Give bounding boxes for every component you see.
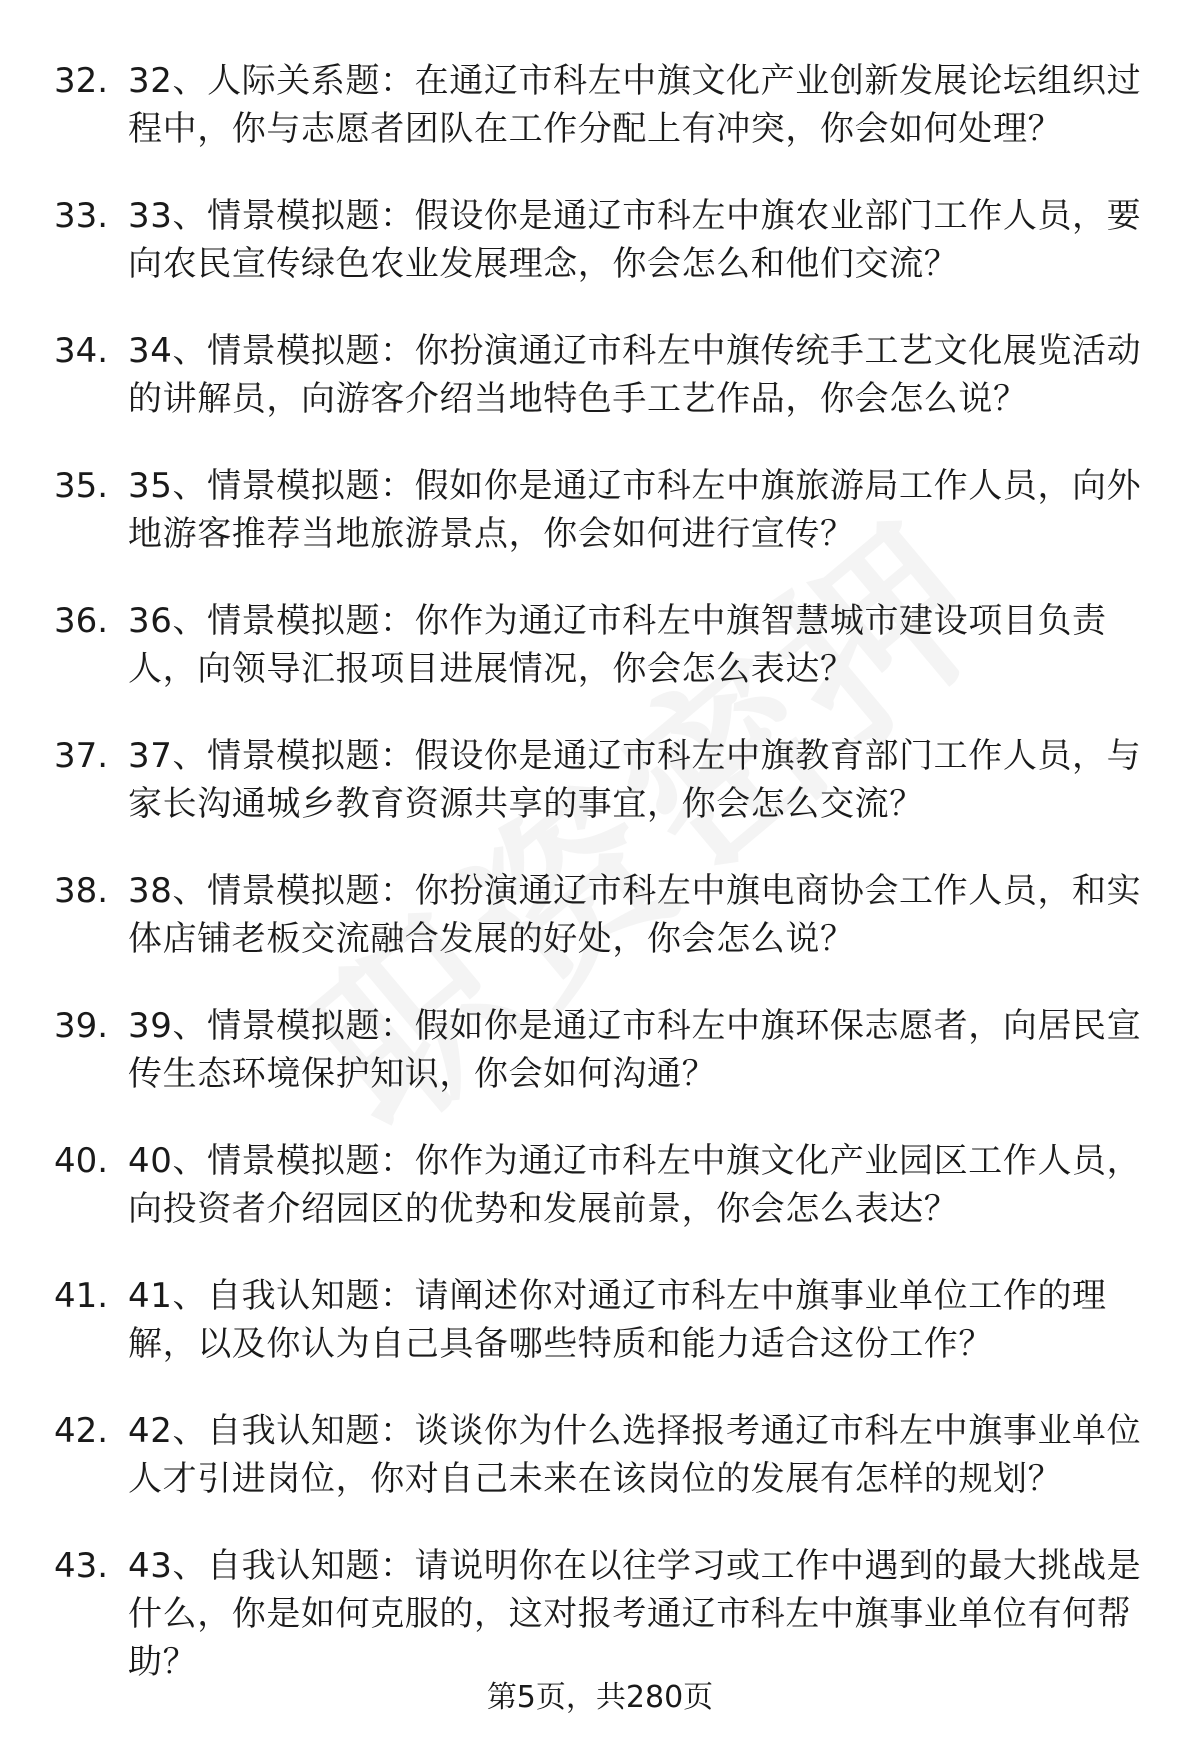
question-number: 35.: [54, 466, 109, 506]
question-number: 34.: [54, 331, 109, 371]
question-text: 36、情景模拟题：你作为通辽市科左中旗智慧城市建设项目负责人，向领导汇报项目进展情况，你会怎么表达？: [128, 601, 1107, 689]
question-item-40: [54, 1137, 1150, 1233]
question-item-32: [54, 57, 1150, 153]
question-item-39: [54, 1002, 1150, 1098]
question-number: 33.: [54, 196, 109, 236]
question-text: 37、情景模拟题：假设你是通辽市科左中旗教育部门工作人员，与家长沟通城乡教育资源共享的事宜，你会怎么交流？: [128, 736, 1142, 824]
question-item-36: [54, 597, 1150, 693]
question-number: 37.: [54, 736, 109, 776]
question-number: 42.: [54, 1411, 109, 1451]
question-list: [54, 57, 1150, 1686]
question-item-37: [54, 732, 1150, 828]
question-item-35: [54, 462, 1150, 558]
question-item-34: [54, 327, 1150, 423]
page-footer: 第5页，共280页: [486, 1680, 714, 1715]
question-number: 40.: [54, 1141, 109, 1181]
question-text: 39、情景模拟题：假如你是通辽市科左中旗环保志愿者，向居民宣传生态环境保护知识，你会如何沟通？: [128, 1006, 1142, 1094]
question-number: 32.: [54, 61, 109, 101]
question-item-33: [54, 192, 1150, 288]
question-text: 32、人际关系题：在通辽市科左中旗文化产业创新发展论坛组织过程中，你与志愿者团队在工作分配上有冲突，你会如何处理？: [128, 61, 1142, 149]
question-text: 40、情景模拟题：你作为通辽市科左中旗文化产业园区工作人员，向投资者介绍园区的优势和发展前景，你会怎么表达？: [128, 1141, 1142, 1229]
question-item-43: [54, 1542, 1150, 1686]
question-text: 41、自我认知题：请阐述你对通辽市科左中旗事业单位工作的理解，以及你认为自己具备哪些特质和能力适合这份工作？: [128, 1276, 1107, 1364]
question-number: 43.: [54, 1546, 109, 1586]
question-number: 39.: [54, 1006, 109, 1046]
question-item-38: [54, 867, 1150, 963]
question-text: 34、情景模拟题：你扮演通辽市科左中旗传统手工艺文化展览活动的讲解员，向游客介绍当地特色手工艺作品，你会怎么说？: [128, 331, 1142, 419]
question-text: 33、情景模拟题：假设你是通辽市科左中旗农业部门工作人员，要向农民宣传绿色农业发展理念，你会怎么和他们交流？: [128, 196, 1142, 284]
question-text: 42、自我认知题：谈谈你为什么选择报考通辽市科左中旗事业单位人才引进岗位，你对自己未来在该岗位的发展有怎样的规划？: [128, 1411, 1142, 1499]
question-text: 38、情景模拟题：你扮演通辽市科左中旗电商协会工作人员，和实体店铺老板交流融合发展的好处，你会怎么说？: [128, 871, 1142, 959]
question-number: 36.: [54, 601, 109, 641]
question-number: 38.: [54, 871, 109, 911]
question-number: 41.: [54, 1276, 109, 1316]
question-item-41: [54, 1272, 1150, 1368]
question-item-42: [54, 1407, 1150, 1503]
question-text: 43、自我认知题：请说明你在以往学习或工作中遇到的最大挑战是什么，你是如何克服的，这对报考通辽市科左中旗事业单位有何帮助？: [128, 1546, 1142, 1682]
question-text: 35、情景模拟题：假如你是通辽市科左中旗旅游局工作人员，向外地游客推荐当地旅游景点，你会如何进行宣传？: [128, 466, 1142, 554]
